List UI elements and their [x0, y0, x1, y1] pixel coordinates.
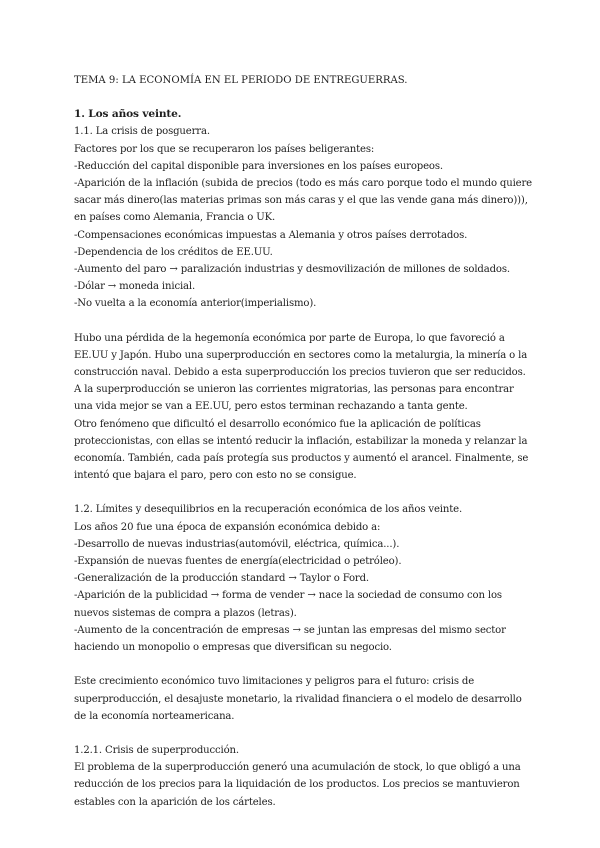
section-heading: 1. Los años veinte. [74, 108, 182, 121]
paragraph: Hubo una pérdida de la hegemonía económica por parte de Europa, lo que favoreció a EE.UU y Japón. Hubo una superproducción en sectores como la metalurgia, la minería o la construcción naval. Debido a esta superproducción los precios tuvieron que ser reducidos. A la superproducción se unieron las corrientes migratorias, las personas para encontrar una vida mejor se van a EE.UU, pero estos terminan rechazando a tanta gente. [74, 332, 528, 413]
list-item: -Aumento de la concentración de empresas → se juntan las empresas del mismo sector haciendo un monopolio o empresas que diversifican su negocio. [74, 624, 506, 654]
paragraph: El problema de la superproducción generó una acumulación de stock, lo que obligó a una reducción de los precios para la liquidación de los productos. Los precios se mantuvieron estables con la aparición de los cárteles. [74, 762, 521, 808]
list-item: -Expansión de nuevas fuentes de energía(electricidad o petróleo). [74, 556, 402, 568]
list-item: -Dólar → moneda inicial. [74, 281, 196, 293]
list-item: -Compensaciones económicas impuestas a Alemania y otros países derrotados. [74, 229, 468, 241]
list-item: -Aumento del paro → paralización industrias y desmovilización de millones de soldados. [74, 264, 510, 276]
list-item: -Aparición de la inflación (subida de precios (todo es más caro porque todo el mundo quiere sacar más dinero(las materias primas son más caras y el que las vende gana más dinero))), en países como Alemania, Francia o UK. [74, 178, 532, 224]
list-item: -Desarrollo de nuevas industrias(automóvil, eléctrica, química...). [74, 538, 400, 550]
subsection-heading: 1.1. La crisis de posguerra. [74, 126, 210, 138]
list-item: -No vuelta a la economía anterior(imperialismo). [74, 298, 317, 310]
list-item: -Generalización de la producción standard → Taylor o Ford. [74, 573, 369, 585]
document-title: TEMA 9: LA ECONOMÍA EN EL PERIODO DE ENTREGUERRAS. [74, 75, 408, 86]
subsection-heading: 1.2.1. Crisis de superproducción. [74, 744, 239, 756]
list-item: -Dependencia de los créditos de EE.UU. [74, 246, 273, 258]
paragraph: Otro fenómeno que dificultó el desarrollo económico fue la aplicación de políticas proteccionistas, con ellas se intentó reducir la inflación, estabilizar la moneda y relanzar la economía. También, cada país protegía sus productos y aumentó el arancel. Finalmente, se intentó que bajara el paro, pero con esto no se consigue. [74, 418, 529, 482]
list-item: -Reducción del capital disponible para inversiones en los países europeos. [74, 160, 443, 172]
paragraph: Los años 20 fue una época de expansión económica debido a: [74, 521, 381, 533]
paragraph: Este crecimiento económico tuvo limitaciones y peligros para el futuro: crisis de superproducción, el desajuste monetario, la rivalidad financiera o el modelo de desarrollo de la economía norteamericana. [74, 676, 522, 722]
list-item: -Aparición de la publicidad → forma de vender → nace la sociedad de consumo con los nuevos sistemas de compra a plazos (letras). [74, 590, 502, 619]
paragraph: Factores por los que se recuperaron los países beligerantes: [74, 143, 375, 155]
subsection-heading: 1.2. Límites y desequilibrios en la recuperación económica de los años veinte. [74, 504, 463, 516]
